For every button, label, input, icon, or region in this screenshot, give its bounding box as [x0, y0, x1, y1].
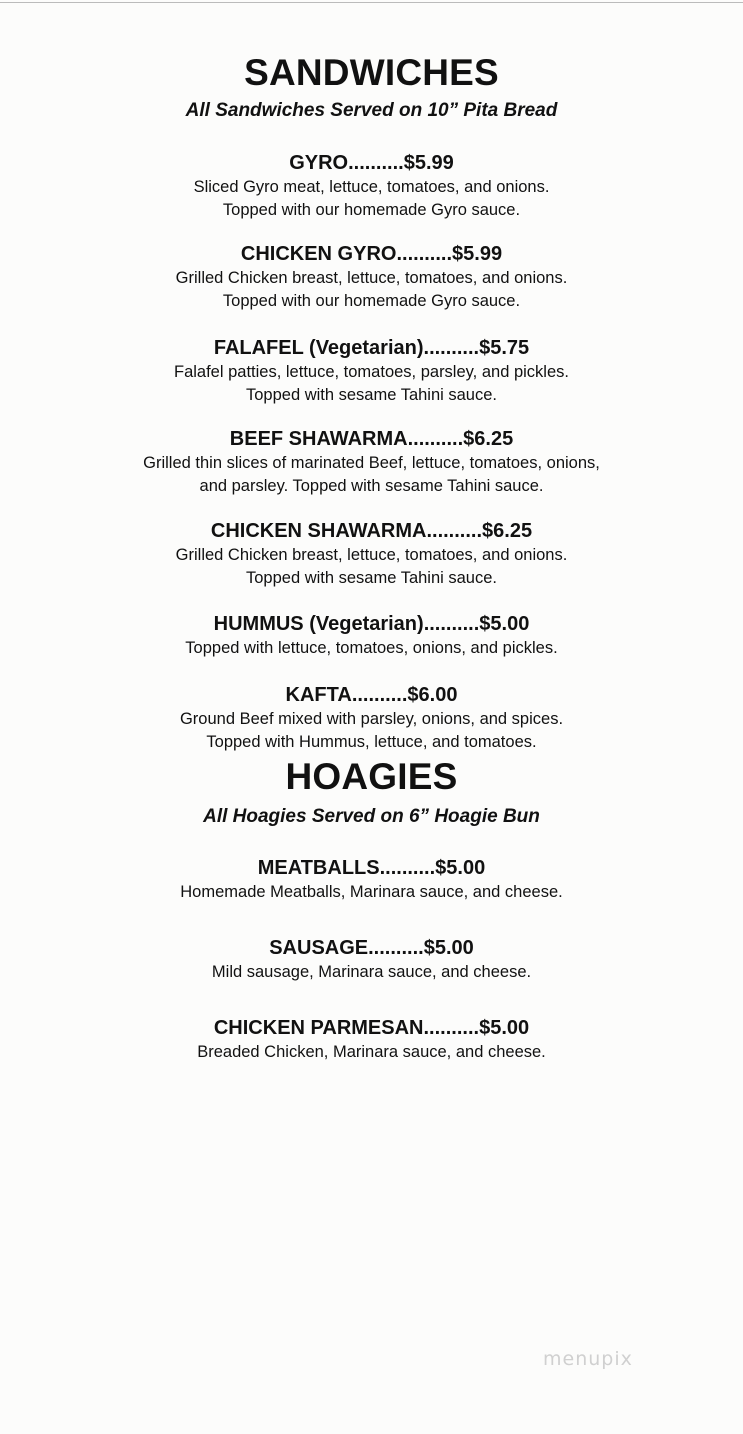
item-desc-line: Breaded Chicken, Marinara sauce, and cheese. [197, 1043, 546, 1061]
item-title: FALAFEL (Vegetarian)..........$5.75 [213, 337, 530, 359]
item-title: CHICKEN GYRO..........$5.99 [240, 243, 503, 265]
item-desc-line: Ground Beef mixed with parsley, onions, and spices. [179, 710, 564, 728]
menu-item-meatballs [0, 855, 743, 904]
item-title: KAFTA..........$6.00 [285, 684, 458, 706]
item-title: BEEF SHAWARMA..........$6.25 [229, 428, 514, 450]
menu-item-chicken-parmesan [0, 1015, 743, 1064]
item-desc-line: Topped with sesame Tahini sauce. [245, 569, 497, 587]
item-title: MEATBALLS..........$5.00 [257, 857, 486, 879]
item-desc-line: Mild sausage, Marinara sauce, and cheese. [211, 963, 532, 981]
menu-item-hummus [0, 611, 743, 660]
item-desc-line: Falafel patties, lettuce, tomatoes, parsley, and pickles. [174, 363, 569, 381]
watermark: menupix [543, 1348, 633, 1370]
section-title-hoagies: HOAGIES [285, 756, 458, 797]
menu-item-gyro [0, 150, 743, 222]
item-title: CHICKEN SHAWARMA..........$6.25 [210, 520, 533, 542]
item-desc-line: Topped with Hummus, lettuce, and tomatoes. [206, 733, 537, 751]
item-desc-line: Grilled Chicken breast, lettuce, tomatoes, and onions. [175, 269, 568, 287]
item-desc-line: Sliced Gyro meat, lettuce, tomatoes, and onions. [193, 178, 550, 196]
item-desc-line: Topped with sesame Tahini sauce. [245, 386, 497, 404]
section-subtitle-hoagies: All Hoagies Served on 6” Hoagie Bun [203, 806, 540, 827]
item-desc-line: Grilled Chicken breast, lettuce, tomatoes, and onions. [175, 546, 568, 564]
page-top-edge [0, 2, 743, 3]
item-desc-line: Topped with our homemade Gyro sauce. [222, 292, 521, 310]
item-title: SAUSAGE..........$5.00 [269, 937, 474, 959]
menu-item-falafel [0, 335, 743, 407]
item-desc-line: Grilled thin slices of marinated Beef, lettuce, tomatoes, onions, [143, 454, 600, 472]
item-title: HUMMUS (Vegetarian)..........$5.00 [213, 613, 530, 635]
item-title: GYRO..........$5.99 [289, 152, 454, 174]
item-desc-line: and parsley. Topped with sesame Tahini sauce. [199, 477, 544, 495]
menu-item-kafta [0, 682, 743, 754]
menu-item-beef-shawarma [0, 426, 743, 498]
menu-item-chicken-gyro [0, 241, 743, 313]
item-desc-line: Homemade Meatballs, Marinara sauce, and cheese. [180, 883, 563, 901]
item-title: CHICKEN PARMESAN..........$5.00 [213, 1017, 530, 1039]
section-title-sandwiches: SANDWICHES [244, 52, 499, 93]
item-desc-line: Topped with lettuce, tomatoes, onions, and pickles. [185, 639, 558, 657]
menu-item-sausage [0, 935, 743, 984]
menu-item-chicken-shawarma [0, 518, 743, 590]
item-desc-line: Topped with our homemade Gyro sauce. [222, 201, 521, 219]
section-subtitle-sandwiches: All Sandwiches Served on 10” Pita Bread [185, 100, 558, 121]
